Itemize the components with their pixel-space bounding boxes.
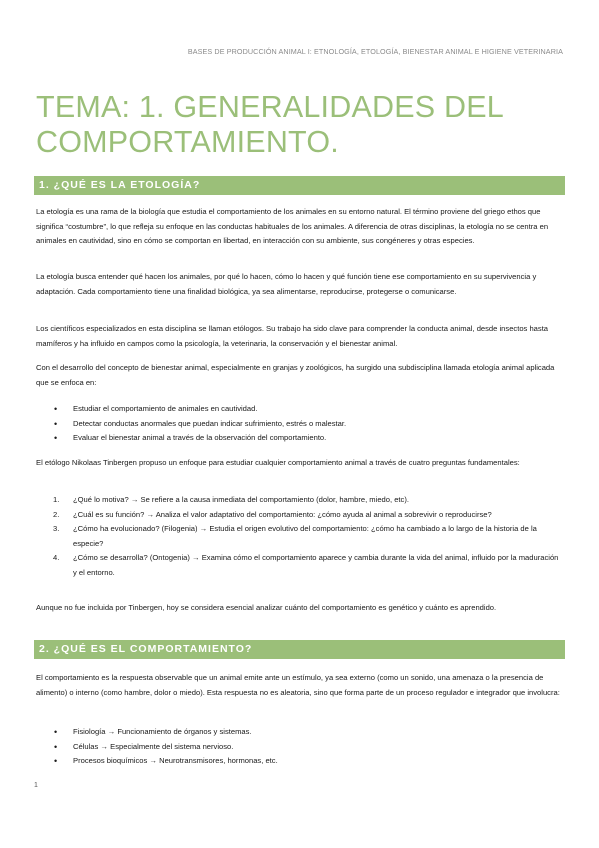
page-number: 1 xyxy=(34,782,38,789)
list-item: • Estudiar el comportamiento de animales en cautividad. xyxy=(36,402,563,417)
paragraph-objetivo: La etología busca entender qué hacen los animales, por qué lo hacen, cómo lo hacen y qué función tiene ese comportamiento en su supervivencia y adaptación. Cada comportamiento tiene una finalidad biológica, ya sea alimentarse, reproducirse, protegerse o comunicarse. xyxy=(36,272,537,296)
applied-ethology-list xyxy=(36,402,563,446)
tinbergen-questions-list xyxy=(36,493,563,581)
paragraph-genetico: Aunque no fue incluida por Tinbergen, hoy se considera esencial analizar cuánto del comportamiento es genético y cuánto es aprendido. xyxy=(36,603,497,612)
section-heading-etologia: 1. ¿QUÉ ES LA ETOLOGÍA? xyxy=(34,176,565,195)
regulation-list xyxy=(36,725,563,769)
page-title: TEMA: 1. GENERALIDADES DEL COMPORTAMIENTO. xyxy=(36,90,503,159)
paragraph-etologos: Los científicos especializados en esta disciplina se llaman etólogos. Su trabajo ha sido clave para comprender la conducta animal, desde insectos hasta mamíferos y ha influido en campos como la psicología, la veterinaria, la conservación y el bienestar animal. xyxy=(36,324,549,348)
list-item: 3. ¿Cómo ha evolucionado? (Filogenia) → Estudia el origen evolutivo del comportamiento: ¿cómo ha cambiado a lo largo de la historia de la especie? xyxy=(53,524,537,548)
list-item: • Detectar conductas anormales que puedan indicar sufrimiento, estrés o malestar. xyxy=(36,417,563,432)
running-header: BASES DE PRODUCCIÓN ANIMAL I: ETNOLOGÍA, ETOLOGÍA, BIENESTAR ANIMAL E HIGIENE VETERINARIA xyxy=(187,47,563,56)
list-item: • Procesos bioquímicos → Neurotransmisores, hormonas, etc. xyxy=(36,754,563,769)
list-item: • Fisiología → Funcionamiento de órganos y sistemas. xyxy=(36,725,563,740)
paragraph-bienestar: Con el desarrollo del concepto de bienestar animal, especialmente en granjas y zoológicos, ha surgido una subdisciplina llamada etología animal aplicada que se enfoca en: xyxy=(36,363,555,387)
list-item: • Evaluar el bienestar animal a través de la observación del comportamiento. xyxy=(36,431,563,446)
list-item: 4. ¿Cómo se desarrolla? (Ontogenia) → Examina cómo el comportamiento aparece y cambia durante la vida del animal, influido por la maduración y el entorno. xyxy=(53,553,559,577)
section-heading-comportamiento: 2. ¿QUÉ ES EL COMPORTAMIENTO? xyxy=(34,640,565,659)
paragraph-comportamiento: El comportamiento es la respuesta observable que un animal emite ante un estímulo, ya sea externo (como un sonido, una amenaza o la presencia de alimento) o interno (como hambre, dolor o miedo). Esta respuesta no es aleatoria, sino que forma parte de un proceso regulador e integrador que involucra: xyxy=(36,673,560,697)
paragraph-definicion: La etología es una rama de la biología que estudia el comportamiento de los animales en su entorno natural. El término proviene del griego ethos que significa “costumbre”, lo que refleja su enfoque en las conductas habituales de los animales. A diferencia de otras disciplinas, la etología no se centra en animales en cautividad, sino en cómo se comportan en libertad, en interacción con su ambiente, sus congéneres y otras especies. xyxy=(36,207,549,246)
list-item: 1. ¿Qué lo motiva? → Se refiere a la causa inmediata del comportamiento (dolor, hambre, miedo, etc). xyxy=(53,495,409,504)
list-item: 2. ¿Cuál es su función? → Analiza el valor adaptativo del comportamiento: ¿cómo ayuda al animal a sobrevivir o reproducirse? xyxy=(53,509,492,519)
paragraph-tinbergen: El etólogo Nikolaas Tinbergen propuso un enfoque para estudiar cualquier comportamiento animal a través de cuatro preguntas fundamentales: xyxy=(36,458,520,467)
list-item: • Células → Especialmente del sistema nervioso. xyxy=(36,740,563,755)
